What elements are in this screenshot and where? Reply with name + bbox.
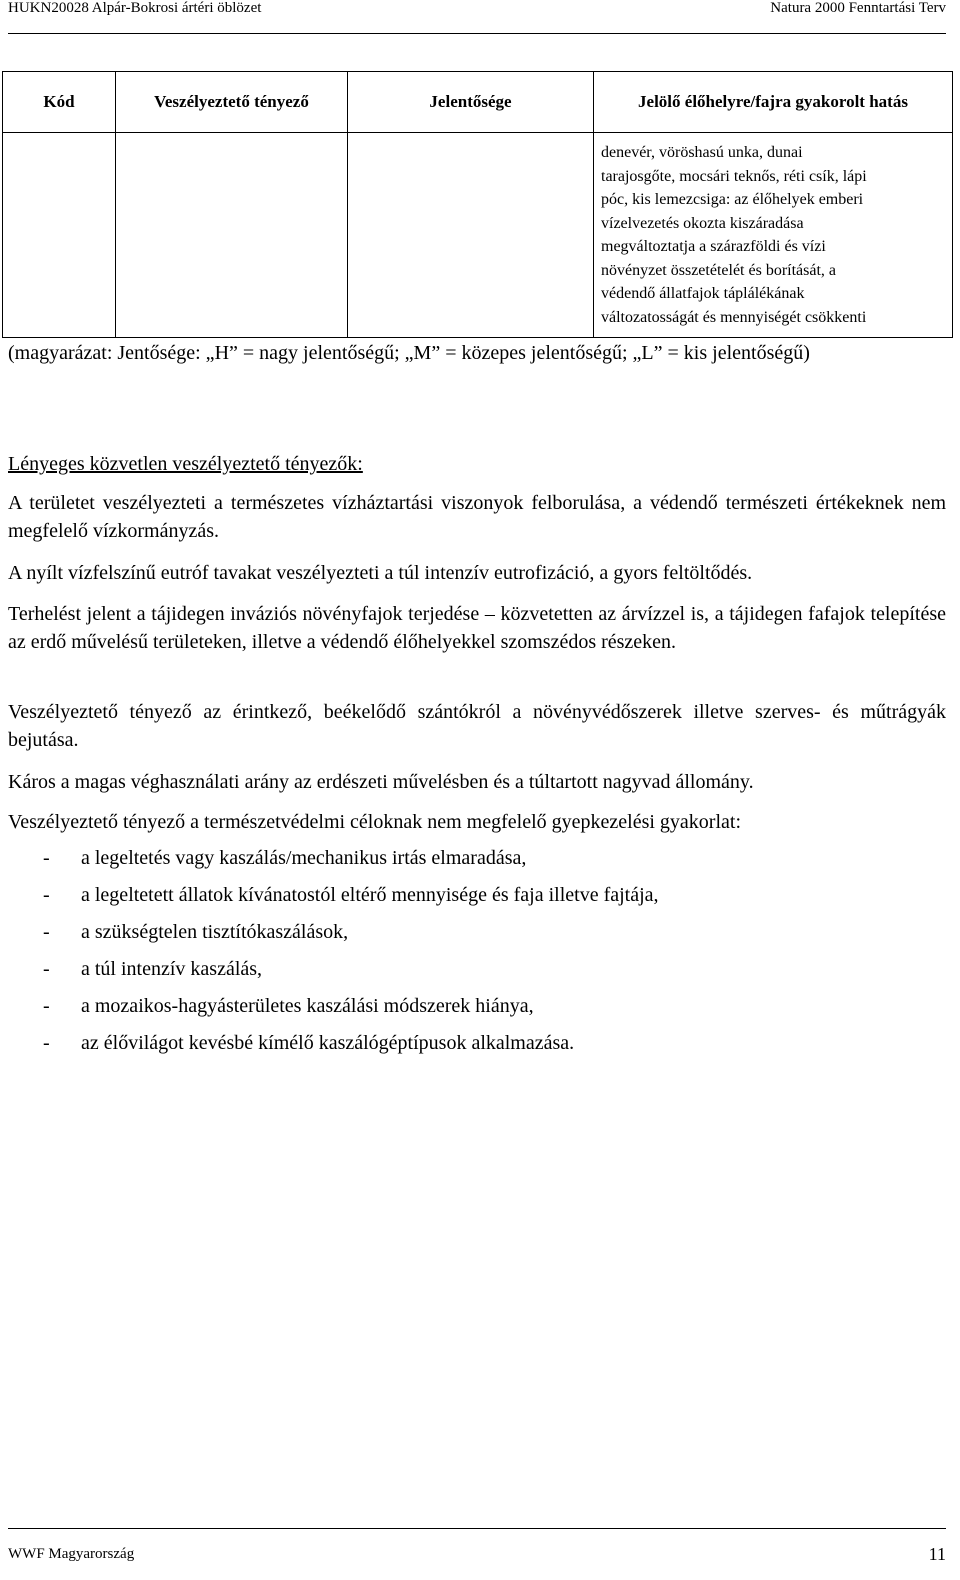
impact-line: vízelvezetés okozta kiszáradása (601, 214, 804, 232)
cell-code (3, 133, 116, 338)
impact-line: denevér, vöröshasú unka, dunai (601, 144, 803, 161)
impact-line: változatosságát és mennyiségét csökkenti (601, 308, 867, 326)
list-dash: - (43, 1032, 50, 1054)
impact-line: póc, kis lemezcsiga: az élőhelyek emberi (601, 191, 864, 208)
list-dash: - (43, 847, 50, 869)
paragraph-invasive-species: Terhelést jelent a tájidegen inváziós növényfajok terjedése – közvetetten az árvízzel is, a tájidegen fafajok telepítése az erdő művelésű területeken, illetve a védendő élőhelyekkel szomszédos részeken. (8, 603, 946, 653)
paragraph-grassland-management: Veszélyeztető tényező a természetvédelmi céloknak nem megfelelő gyepkezelési gyakorlat: (8, 811, 741, 833)
paragraph-water-regime: A területet veszélyezteti a természetes vízháztartási viszonyok felborulása, a védendő természeti értékeknek nem megfelelő vízkormányzás. (8, 492, 946, 542)
section-heading: Lényeges közvetlen veszélyeztető tényezők: (8, 453, 363, 475)
column-header-impact: Jelölő élőhelyre/fajra gyakorolt hatás (594, 72, 953, 133)
page-header (8, 0, 946, 22)
header-divider (8, 33, 946, 34)
list-item (8, 881, 946, 918)
footer-divider (8, 1528, 946, 1529)
list-item-text: a mozaikos-hagyásterületes kaszálási módszerek hiánya, (81, 995, 534, 1017)
list-item (8, 955, 946, 992)
header-document-id: HUKN20028 Alpár-Bokrosi ártéri öblözet (8, 0, 262, 16)
list-item (8, 918, 946, 955)
threat-table (2, 71, 953, 338)
list-item-text: a túl intenzív kaszálás, (81, 958, 263, 980)
list-item (8, 1029, 946, 1066)
impact-line: tarajosgőte, mocsári teknős, réti csík, lápi (601, 167, 867, 185)
paragraph-eutrophic-lakes: A nyílt vízfelszínű eutróf tavakat veszélyezteti a túl intenzív eutrofizáció, a gyors feltöltődés. (8, 562, 753, 584)
page-number: 11 (928, 1544, 946, 1564)
list-item (8, 844, 946, 881)
list-item-text: a legeltetés vagy kaszálás/mechanikus irtás elmaradása, (81, 847, 527, 869)
cell-factor (116, 133, 348, 338)
cell-impact (594, 133, 953, 338)
table-header-row (3, 72, 953, 133)
column-header-factor: Veszélyeztető tényező (116, 72, 348, 133)
paragraph-forestry: Káros a magas véghasználati arány az erdészeti művelésben és a túltartott nagyvad állomány. (8, 771, 754, 793)
column-header-code: Kód (3, 72, 116, 133)
list-dash: - (43, 921, 50, 943)
impact-line: védendő állatfajok táplálékának (601, 285, 805, 302)
list-item-text: a szükségtelen tisztítókaszálások, (81, 921, 349, 943)
impact-line: megváltoztatja a szárazföldi és vízi (601, 238, 826, 255)
table-legend: (magyarázat: Jentősége: „H” = nagy jelentőségű; „M” = közepes jelentőségű; „L” = kis jelentőségű) (8, 342, 810, 364)
list-dash: - (43, 884, 50, 906)
header-plan-title: Natura 2000 Fenntartási Terv (770, 0, 946, 16)
cell-significance (348, 133, 594, 338)
list-item (8, 992, 946, 1029)
impact-line: növényzet összetételét és borítását, a (601, 261, 837, 279)
grassland-threat-list (8, 844, 946, 1066)
list-item-text: a legeltetett állatok kívánatostól eltérő mennyisége és faja illetve fajtája, (81, 884, 659, 906)
column-header-significance: Jelentősége (348, 72, 594, 133)
paragraph-agrochemicals: Veszélyeztető tényező az érintkező, beékelődő szántókról a növényvédőszerek illetve szerves- és műtrágyák bejutása. (8, 701, 946, 751)
list-dash: - (43, 958, 50, 980)
list-item-text: az élővilágot kevésbé kímélő kaszálógéptípusok alkalmazása. (81, 1032, 575, 1054)
table-row (3, 133, 953, 338)
footer-organization: WWF Magyarország (8, 1546, 135, 1562)
list-dash: - (43, 995, 50, 1017)
